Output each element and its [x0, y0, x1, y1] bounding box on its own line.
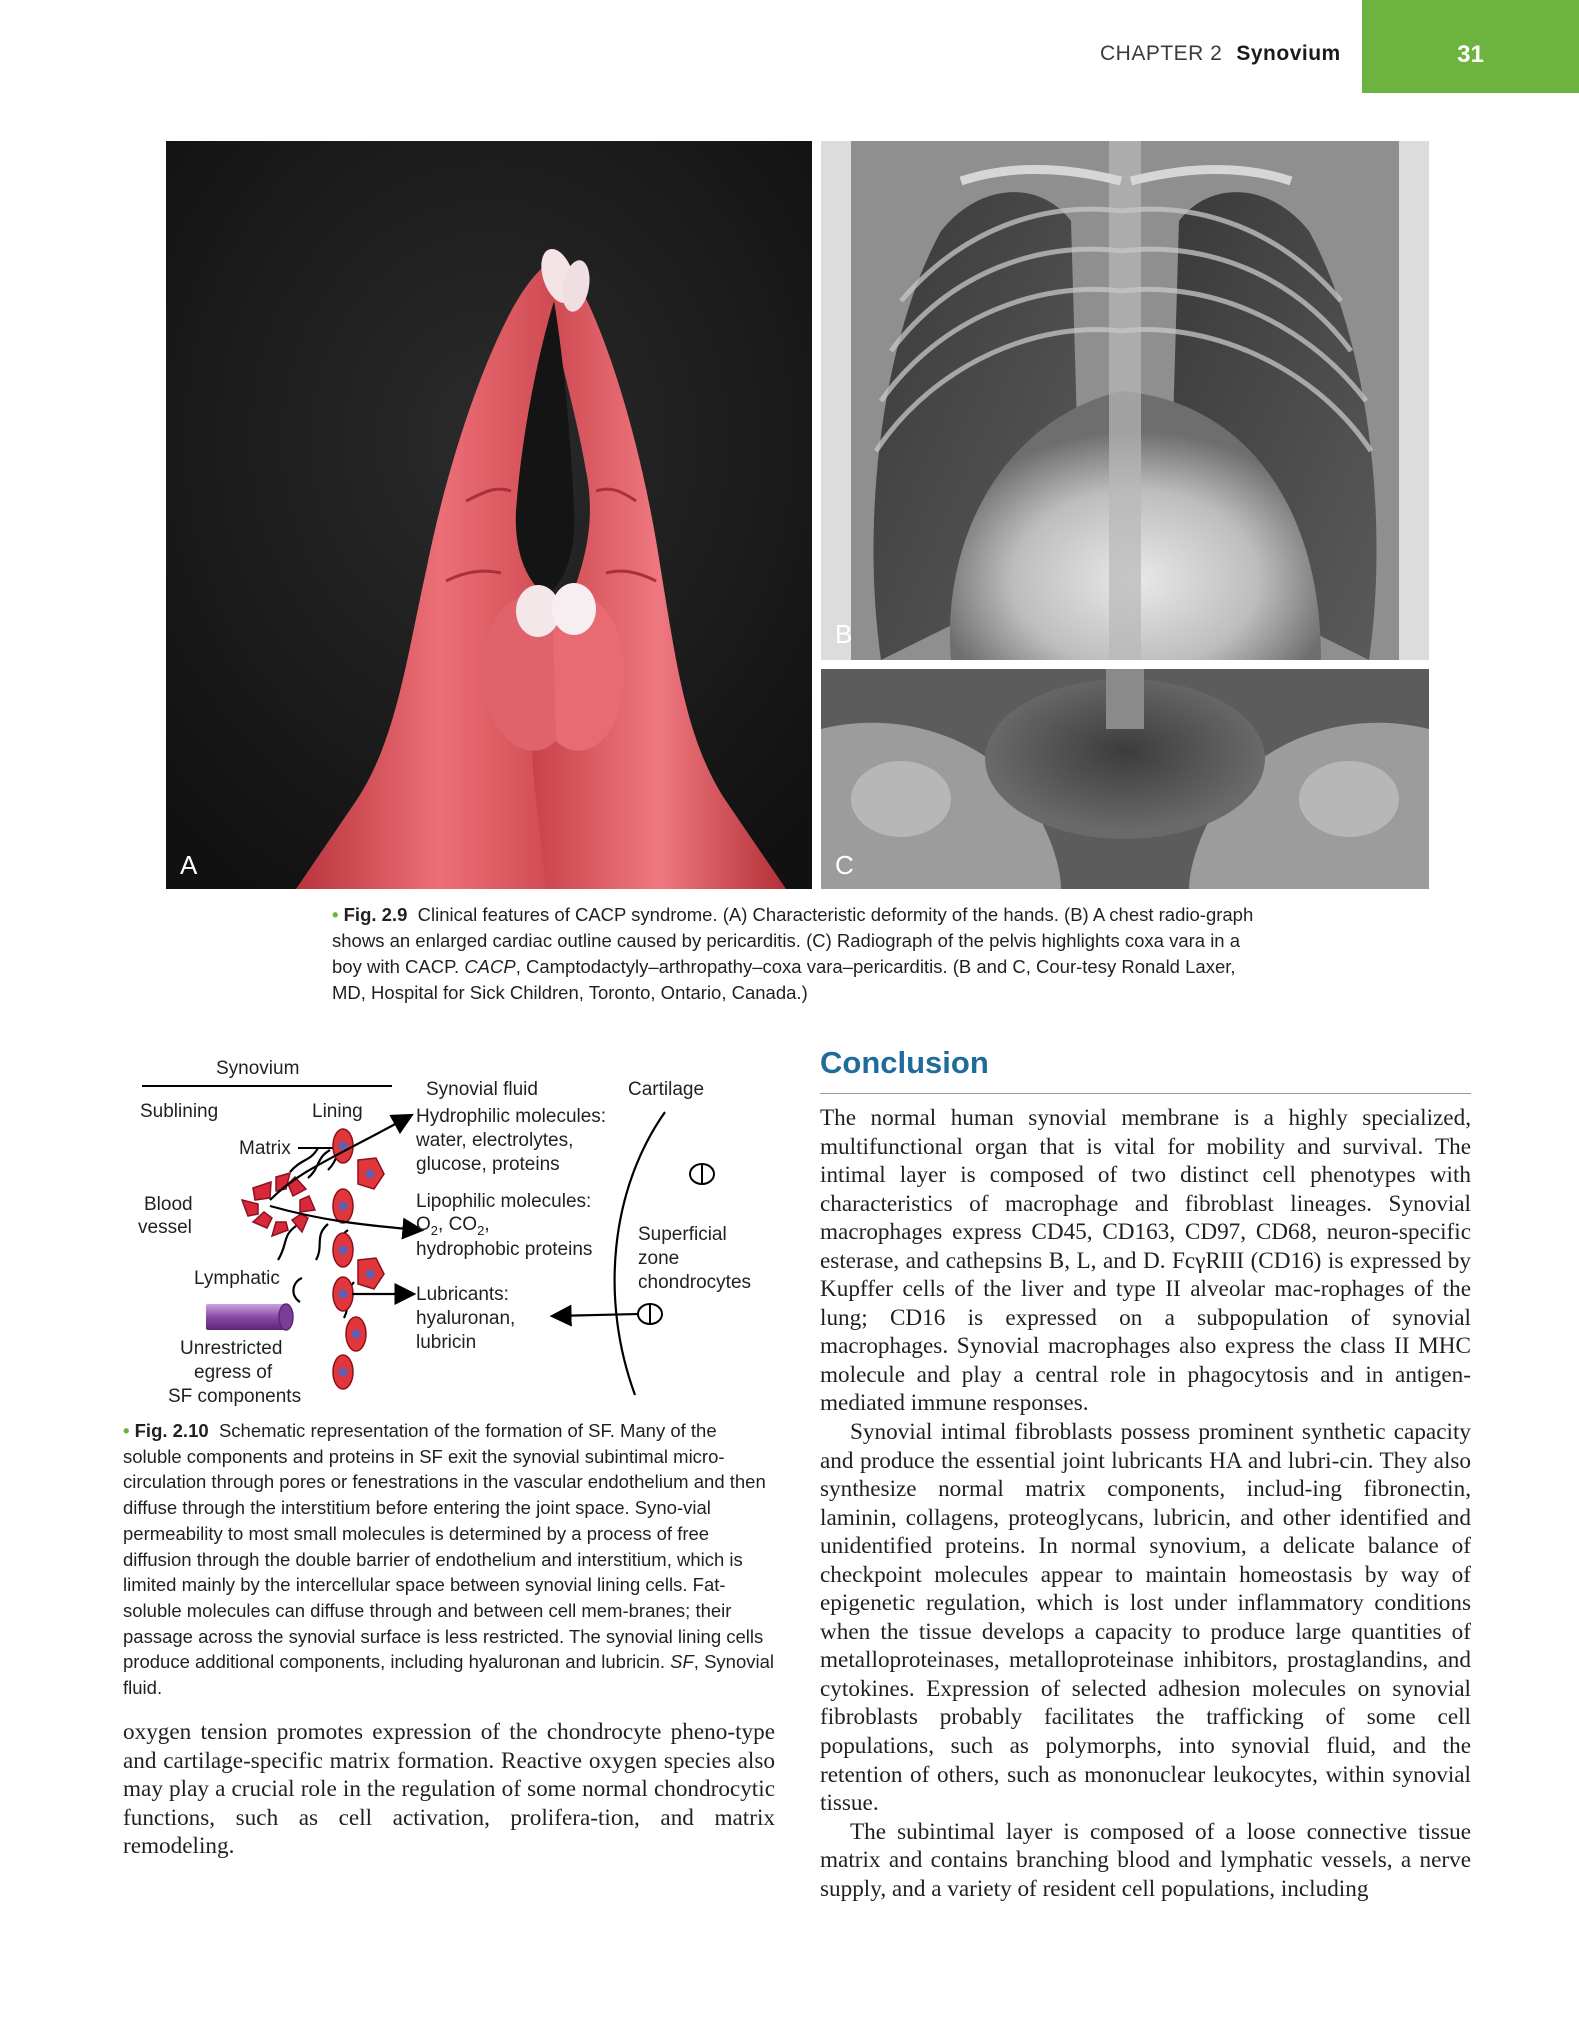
paragraph: The subintimal layer is composed of a loose connective tissue matrix and contains branching blood and lymphatic vessels, a nerve supply, and a variety of resident cell populations, including	[820, 1818, 1471, 1902]
caption-abbrev: SF	[670, 1651, 694, 1673]
paragraph: The normal human synovial membrane is a highly specialized, multifunctional organ that is vital for mobility and survival. The intimal layer is composed of two distinct cell phenotypes with characteristics of macrophage and fibroblast lineages. Synovial macrophages express CD45, CD163, CD97, CD68, neuron-specific esterase, and cathepsins B, L, and D. FcγRIII (CD16) is expressed by Kupffer cells of the liver and type II alveolar mac-rophages of the lung; CD16 is expressed on a subpopulation of synovial macrophages. Synovial macrophages also express the class II MHC molecule and play a central role in phagocytosis and in antigen-mediated immune responses.	[820, 1105, 1471, 1417]
lining-cells	[333, 1129, 384, 1389]
label-lipophilic-2: $O_2$, $CO_2$,	[416, 1214, 490, 1238]
label-hydrophilic-1: Hydrophilic molecules:	[416, 1106, 607, 1127]
label-lubricants-3: lubricin	[416, 1332, 477, 1353]
label-hydrophilic-2: water, electrolytes,	[416, 1130, 574, 1151]
label-lubricants-2: hyaluronan,	[416, 1308, 516, 1329]
hands-photo	[166, 141, 812, 889]
label-unrestricted-2: egress of	[194, 1362, 273, 1383]
lymphatic-vessel-icon	[206, 1304, 293, 1330]
chondrocyte-icon	[638, 1304, 662, 1324]
label-lymphatic: Lymphatic	[194, 1268, 280, 1289]
label-blood-vessel-2: vessel	[138, 1217, 192, 1238]
figure-label: Fig. 2.9	[343, 904, 408, 925]
caption-text-end: , Synovial fluid.	[123, 1651, 775, 1699]
paragraph: Synovial intimal fibroblasts possess prominent synthetic capacity and produce the essential joint lubricants HA and lubri-cin. They also synthesize normal matrix components, includ-ing fibronectin, laminin, collagens, proteoglycans, lubricin, and other identified and unidentified proteins. In normal synovium, a delicate balance of checkpoint molecules appear to maintain homeostasis by way of epigenetic regulation, which is lost under inflammatory conditions when the tissue develops a capacity to produce large quantities of metalloproteinases, metalloproteinase inhibitors, prostaglandins, and cytokines. Expression of selected adhesion molecules on synovial fibroblasts probably facilitates the trafficking of some cell populations, such as polymorphs, into synovial fluid, and the retention of others, such as mononuclear leukocytes, within synovial tissue.	[820, 1419, 1471, 1817]
label-synovium: Synovium	[216, 1058, 300, 1079]
label-lining: Lining	[312, 1101, 363, 1122]
label-superficial-2: zone	[638, 1248, 680, 1269]
left-column-text	[123, 1718, 775, 1861]
figure-2-10-caption	[123, 1418, 775, 1701]
label-superficial-1: Superficial	[638, 1224, 727, 1245]
figure-2-9-caption	[332, 902, 1264, 1006]
arrow-chondrocyte-lubricin	[554, 1314, 638, 1316]
caption-abbrev: CACP	[464, 956, 516, 977]
synovial-fluid-diagram	[130, 1050, 770, 1410]
label-synovial-fluid: Synovial fluid	[426, 1079, 538, 1100]
caption-text-end: , Camptodactyly–arthropathy–coxa vara–pericarditis. (B and C, Cour-tesy Ronald Laxer, MD, Hospital for Sick Children, Toronto, Ontario, Canada.)	[332, 956, 1236, 1003]
caption-text: Clinical features of CACP syndrome. (A) Characteristic deformity of the hands. (B) A chest radio-graph shows an enlarged cardiac outline caused by pericarditis. (C) Radiograph of the pelvis highlights coxa vara in a boy with CACP.	[332, 904, 1254, 977]
figure-label: Fig. 2.10	[134, 1420, 209, 1441]
label-cartilage: Cartilage	[628, 1079, 705, 1100]
caption-text: Schematic representation of the formation of SF. Many of the soluble components and proteins in SF exit the synovial subintimal micro-circulation through pores or fenestrations in the vascular endothelium and then diffuse through the interstitium before entering the joint space. Syno-vial permeability to most small molecules is determined by a process of free diffusion through the double barrier of endothelium and interstitium, which is limited mainly by the intercellular space between synovial lining cells. Fat-soluble molecules can diffuse through and between cell mem-branes; their passage across the synovial surface is less restricted. The synovial lining cells produce additional components, including hyaluronan and lubricin.	[123, 1420, 766, 1673]
page-number-tab	[1362, 0, 1579, 93]
panel-letter-a: A	[180, 850, 198, 880]
chondrocyte-icon	[690, 1164, 714, 1184]
blood-vessel-icon	[242, 1173, 315, 1236]
paragraph: oxygen tension promotes expression of the chondrocyte pheno-type and cartilage-specific matrix formation. Reactive oxygen species also may play a crucial role in the regulation of some normal chondrocytic functions, such as cell activation, prolifera-tion, and matrix remodeling.	[123, 1719, 775, 1860]
figure-panel-hands	[166, 141, 812, 889]
panel-letter-c: C	[835, 850, 854, 880]
lymphatic-pointer	[293, 1278, 302, 1302]
label-matrix: Matrix	[239, 1138, 291, 1159]
label-hydrophilic-3: glucose, proteins	[416, 1154, 560, 1175]
label-lipophilic-3: hydrophobic proteins	[416, 1239, 593, 1260]
section-title: Synovium	[1236, 42, 1341, 65]
label-unrestricted-1: Unrestricted	[180, 1338, 283, 1359]
caption-bullet: •	[123, 1420, 130, 1441]
caption-bullet: •	[332, 904, 339, 925]
section-heading-conclusion: Conclusion	[820, 1045, 989, 1080]
figure-panel-pelvis-radiograph	[821, 669, 1429, 889]
right-column-text	[820, 1104, 1471, 1903]
label-superficial-3: chondrocytes	[638, 1272, 752, 1293]
figure-panel-chest-radiograph	[821, 141, 1429, 660]
label-lipophilic-1: Lipophilic molecules:	[416, 1191, 592, 1212]
page-number: 31	[1457, 41, 1484, 68]
pelvis-xray-image	[821, 669, 1429, 889]
running-header	[1100, 42, 1341, 66]
label-unrestricted-3: SF components	[168, 1386, 302, 1407]
panel-letter-b: B	[835, 619, 853, 649]
chest-xray-image	[821, 141, 1429, 660]
heading-divider	[820, 1093, 1471, 1094]
chapter-label: CHAPTER 2	[1100, 42, 1223, 65]
label-blood-vessel-1: Blood	[144, 1194, 193, 1215]
label-sublining: Sublining	[140, 1101, 219, 1122]
label-lubricants-1: Lubricants:	[416, 1284, 509, 1305]
